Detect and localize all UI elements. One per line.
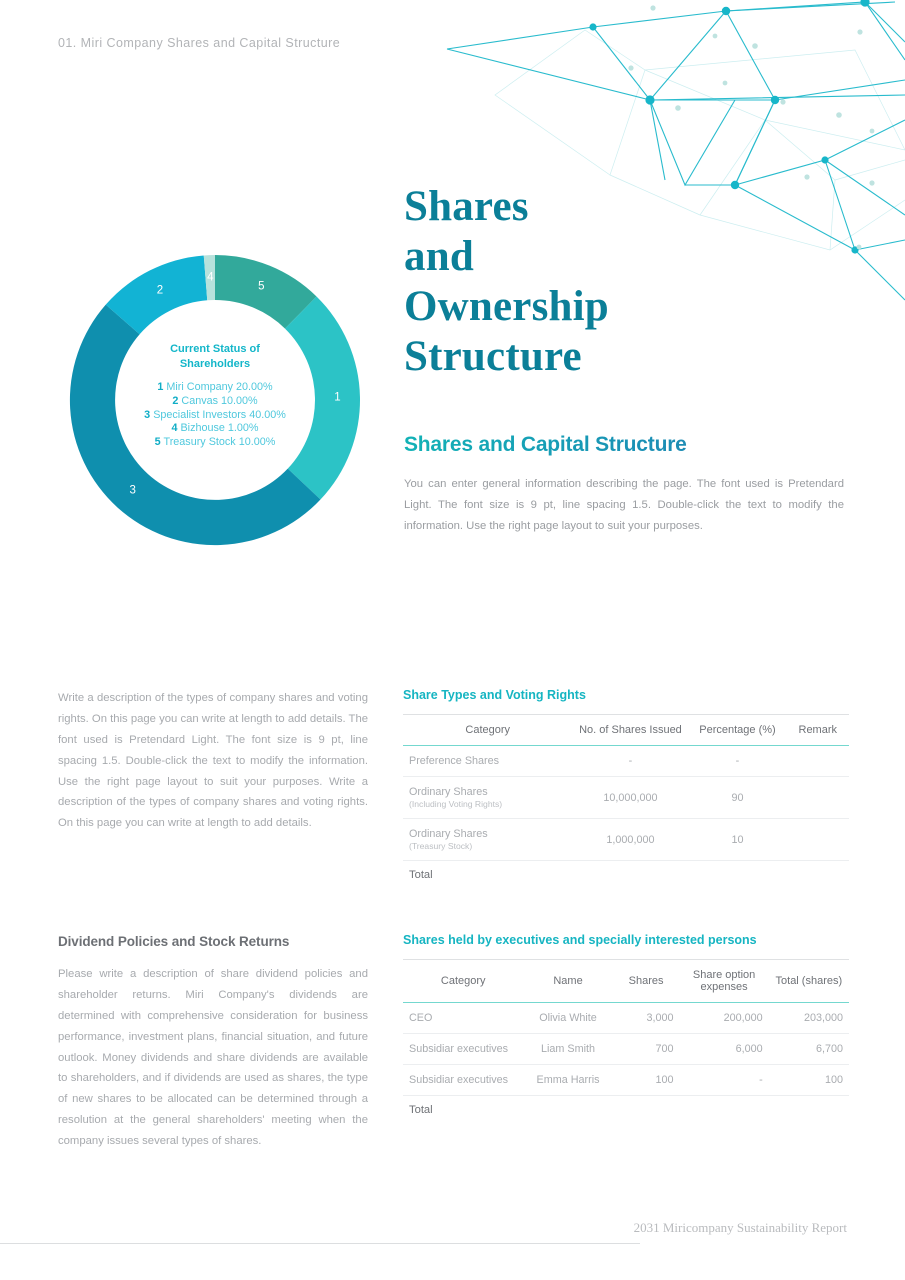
cell-shares: 1,000,000 bbox=[572, 819, 688, 861]
cell-total: 203,000 bbox=[769, 1003, 849, 1034]
cell-options: - bbox=[680, 1065, 769, 1096]
legend-value-5: 10.00% bbox=[238, 436, 276, 449]
footer-divider bbox=[0, 1243, 640, 1244]
col-header-percentage: Percentage (%) bbox=[688, 715, 786, 746]
executive-shares-table-block bbox=[403, 933, 849, 1124]
cell-category bbox=[403, 777, 572, 819]
table-row bbox=[403, 746, 849, 777]
legend-num-4: 4 bbox=[171, 422, 178, 435]
cell-category bbox=[403, 746, 572, 777]
cell-total-label: Total bbox=[403, 1096, 523, 1125]
shareholder-donut-chart bbox=[55, 240, 375, 570]
cell-total-options bbox=[680, 1096, 769, 1125]
table-row bbox=[403, 777, 849, 819]
cell-total-total bbox=[769, 1096, 849, 1125]
cell-shares: 100 bbox=[613, 1065, 680, 1096]
cell-total-name bbox=[523, 1096, 612, 1125]
cell-total-remark bbox=[787, 861, 849, 890]
cell-shares: - bbox=[572, 746, 688, 777]
col-header-shares: Shares bbox=[613, 960, 680, 1003]
executive-shares-table-body bbox=[403, 1003, 849, 1125]
cell-total-label: Total bbox=[403, 861, 572, 890]
left-paragraph-shares: Write a description of the types of company shares and voting rights. On this page you can write at length to add details. The font used is Pretendard Light. The font size is 9 pt, line spacing 1.5. Double-click the text to modify the information. Use the right page layout to suit your purposes. Write a description of the types of company shares and voting rights. On this page you can write at length to add details. bbox=[58, 692, 369, 830]
page-intro-paragraph: You can enter general information describing the page. The font used is Pretendard Light. The font size is 9 pt, line spacing 1.5. Double-click the text to modify the information. Use the right page layout to suit your purposes. bbox=[404, 478, 844, 532]
cell-total: 6,700 bbox=[769, 1034, 849, 1065]
page-title-line-4: Structure bbox=[404, 332, 582, 380]
legend-label-2: Canvas bbox=[181, 394, 218, 407]
cell-name: Olivia White bbox=[523, 1003, 612, 1034]
legend-label-1: Miri Company bbox=[166, 381, 233, 394]
legend-label-3: Specialist Investors bbox=[153, 408, 247, 421]
legend-value-2: 10.00% bbox=[221, 394, 258, 407]
table-header-row bbox=[403, 715, 849, 746]
cell-percentage: 90 bbox=[688, 777, 786, 819]
table-total-row bbox=[403, 1096, 849, 1125]
col-header-total-shares: Total (shares) bbox=[769, 960, 849, 1003]
left-paragraph-dividends: Please write a description of share dividend policies and shareholder returns. Miri Company's dividends are determined with comprehensive consideration for business performance, investment plans, financial situation, and future outlook. Money dividends and share dividends are available to shareholders, and if dividends are used as shares, the type of new shares to be allocated can be determined through a resolution at the general shareholders' meeting when the company issues several types of shares. bbox=[58, 968, 368, 1148]
cell-category-sub: (Treasury Stock) bbox=[409, 841, 473, 851]
table-total-row bbox=[403, 861, 849, 890]
donut-label-3: 3 bbox=[129, 484, 136, 497]
cell-shares: 700 bbox=[613, 1034, 680, 1065]
donut-label-1: 1 bbox=[334, 391, 341, 404]
cell-total-percentage bbox=[688, 861, 786, 890]
dividend-policies-heading: Dividend Policies and Stock Returns bbox=[58, 934, 290, 949]
legend-value-3: 40.00% bbox=[249, 408, 286, 421]
donut-label-2: 2 bbox=[156, 284, 164, 297]
table-row bbox=[403, 1034, 849, 1065]
cell-name: Liam Smith bbox=[523, 1034, 612, 1065]
donut-legend-title-line1: Current Status of bbox=[170, 343, 260, 355]
donut-legend-title bbox=[101, 342, 329, 371]
cell-percentage: 10 bbox=[688, 819, 786, 861]
col-header-name: Name bbox=[523, 960, 612, 1003]
cell-remark bbox=[787, 819, 849, 861]
cell-category-main: Preference Shares bbox=[409, 755, 500, 767]
donut-label-4: 4 bbox=[207, 271, 214, 284]
cell-category-sub: (Including Voting Rights) bbox=[409, 799, 503, 809]
cell-category-main: Ordinary Shares bbox=[409, 828, 488, 840]
cell-shares: 10,000,000 bbox=[572, 777, 688, 819]
share-types-table-head bbox=[403, 715, 849, 746]
table-row bbox=[403, 1065, 849, 1096]
share-types-table-caption: Share Types and Voting Rights bbox=[403, 688, 586, 702]
page-subtitle: Shares and Capital Structure bbox=[404, 433, 824, 457]
legend-num-1: 1 bbox=[157, 381, 164, 394]
table-header-row bbox=[403, 960, 849, 1003]
cell-percentage: - bbox=[688, 746, 786, 777]
cell-remark bbox=[787, 746, 849, 777]
cell-shares: 3,000 bbox=[613, 1003, 680, 1034]
page-title-line-2: and bbox=[404, 232, 474, 280]
cell-category: Subsidiar executives bbox=[403, 1034, 523, 1065]
legend-item-4 bbox=[101, 422, 329, 436]
page-title bbox=[404, 182, 734, 382]
legend-item-5 bbox=[101, 436, 329, 450]
cell-total-shares bbox=[613, 1096, 680, 1125]
cell-category-main: Ordinary Shares bbox=[409, 786, 488, 798]
executive-shares-table-head bbox=[403, 960, 849, 1003]
col-header-category: Category bbox=[403, 715, 572, 746]
page-title-line-1: Shares bbox=[404, 183, 529, 230]
cell-options: 6,000 bbox=[680, 1034, 769, 1065]
legend-num-3: 3 bbox=[144, 408, 151, 421]
cell-total-shares bbox=[572, 861, 688, 890]
share-types-table-block bbox=[403, 688, 849, 889]
table-row bbox=[403, 819, 849, 861]
page-title-line-3: Ownership bbox=[404, 282, 609, 330]
cell-name: Emma Harris bbox=[523, 1065, 612, 1096]
share-types-table bbox=[403, 714, 849, 889]
cell-total: 100 bbox=[769, 1065, 849, 1096]
running-head: 01. Miri Company Shares and Capital Structure bbox=[58, 36, 341, 50]
col-header-share-option-expenses: Share option expenses bbox=[680, 960, 769, 1003]
legend-value-4: 1.00% bbox=[227, 422, 259, 435]
col-header-remark: Remark bbox=[787, 715, 849, 746]
col-header-category: Category bbox=[403, 960, 523, 1003]
legend-item-3 bbox=[101, 409, 329, 423]
cell-options: 200,000 bbox=[680, 1003, 769, 1034]
executive-shares-table-caption: Shares held by executives and specially interested persons bbox=[403, 933, 757, 947]
legend-label-4: Bizhouse bbox=[180, 422, 225, 435]
cell-category: CEO bbox=[403, 1003, 523, 1034]
legend-label-5: Treasury Stock bbox=[163, 436, 236, 449]
legend-item-1 bbox=[101, 381, 329, 395]
legend-value-1: 20.00% bbox=[236, 381, 273, 394]
donut-legend-title-line2: Shareholders bbox=[179, 357, 251, 370]
cell-remark bbox=[787, 777, 849, 819]
donut-label-5: 5 bbox=[258, 280, 265, 293]
legend-item-2 bbox=[101, 395, 329, 409]
share-types-table-body bbox=[403, 746, 849, 890]
col-header-shares-issued: No. of Shares Issued bbox=[572, 715, 688, 746]
executive-shares-table bbox=[403, 959, 849, 1124]
cell-category: Subsidiar executives bbox=[403, 1065, 523, 1096]
table-row bbox=[403, 1003, 849, 1034]
cell-category bbox=[403, 819, 572, 861]
footer-text: 2031 Miricompany Sustainability Report bbox=[633, 1220, 847, 1235]
legend-num-5: 5 bbox=[154, 436, 161, 449]
donut-legend bbox=[101, 342, 329, 450]
legend-num-2: 2 bbox=[172, 394, 179, 407]
